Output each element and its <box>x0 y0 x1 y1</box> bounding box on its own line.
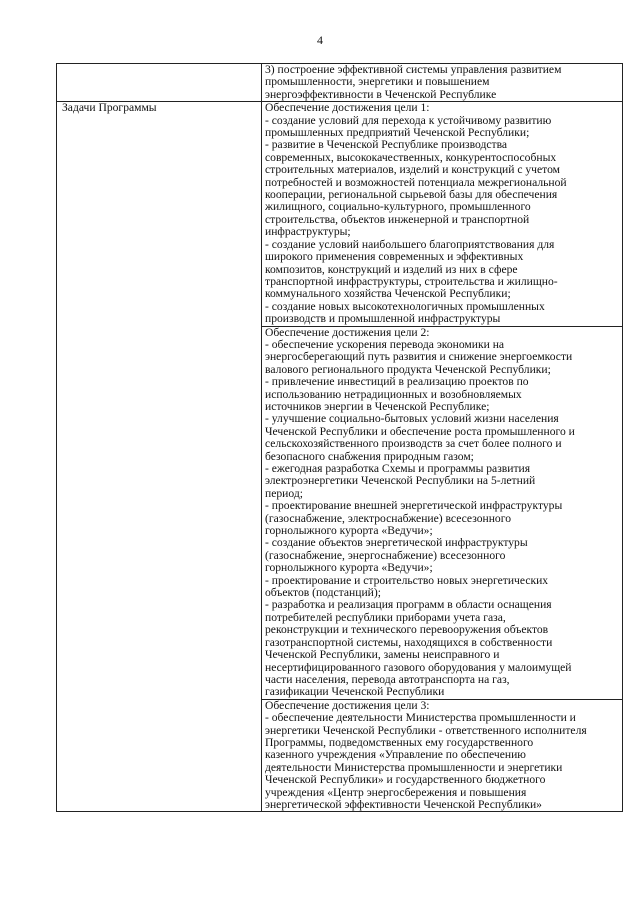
content-cell <box>262 326 623 699</box>
text-line: производств и промышленной инфраструктуры <box>265 312 501 326</box>
text-line: - проектирование и строительство новых энергетических <box>265 573 549 587</box>
text-line: электроэнергетики Чеченской Республики на 5-летний <box>265 474 536 488</box>
text-line: современных, высококачественных, конкурентоспособных <box>265 150 557 164</box>
text-line: - проектирование внешней энергетической инфраструктуры <box>265 499 563 513</box>
text-line: - развитие в Чеченской Республике производства <box>265 138 508 152</box>
table-body <box>57 64 623 812</box>
text-line: казенного учреждения «Управление по обеспечению <box>265 748 526 762</box>
text-line: Программы, подведомственных ему государственного <box>265 735 534 749</box>
text-line: (газоснабжение, электроснабжение) всесезонного <box>265 511 511 525</box>
text-line: период; <box>265 486 303 500</box>
text-line: - привлечение инвестиций в реализацию проектов по <box>265 375 529 389</box>
text-line: - разработка и реализация программ в области оснащения <box>265 598 552 612</box>
text-line: 3) построение эффективной системы управления развитием <box>265 63 562 76</box>
row-label-cell <box>57 102 262 812</box>
text-line: сельскохозяйственного производств за счет более полного и <box>265 437 562 451</box>
text-line: - создание условий наибольшего благоприятствования для <box>265 237 555 251</box>
text-line: транспортной инфраструктуры, строительства и жилищно- <box>265 274 558 288</box>
text-line: энергосберегающий путь развития и снижение энергоемкости <box>265 350 573 364</box>
text-line: промышленных предприятий Чеченской Республики; <box>265 126 530 140</box>
text-line: - создание новых высокотехнологичных промышленных <box>265 299 545 313</box>
text-line: строительных материалов, изделий и конструкций с учетом <box>265 163 560 177</box>
goal-heading: Обеспечение достижения цели 3: <box>265 698 430 712</box>
text-line: - ежегодная разработка Схемы и программы развития <box>265 462 531 475</box>
content-cell <box>262 102 623 326</box>
text-line: инфраструктуры; <box>265 225 351 239</box>
text-line: части населения, перевода автотранспорта на газ, <box>265 672 510 686</box>
text-line: безопасного снабжения природным газом; <box>265 449 474 463</box>
text-line: жилищного, социально-культурного, промышленного <box>265 200 531 214</box>
text-line: Чеченской Республики, замены неисправного и <box>265 648 500 662</box>
goal-heading: Обеспечение достижения цели 2: <box>265 325 430 339</box>
text-line: - создание объектов энергетической инфраструктуры <box>265 536 528 550</box>
program-passport-table <box>56 63 623 812</box>
text-line: Чеченской Республики и обеспечение роста промышленного и <box>265 424 575 438</box>
content-cell <box>262 64 623 102</box>
text-line: кооперации, региональной сырьевой базы для обеспечения <box>265 188 558 202</box>
text-line: потребителей республики приборами учета газа, <box>265 610 506 624</box>
text-line: - создание условий для перехода к устойчивому развитию <box>265 113 552 127</box>
text-line: газификации Чеченской Республики <box>265 685 445 699</box>
text-line: (газоснабжение, энергоснабжение) всесезонного <box>265 548 506 562</box>
row-label: Задачи Программы <box>62 101 157 115</box>
text-line: - обеспечение ускорения перевода экономики на <box>265 337 505 351</box>
text-line: - обеспечение деятельности Министерства промышленности и <box>265 711 576 725</box>
text-line: валового регионального продукта Чеченской Республики; <box>265 362 551 376</box>
row-label-cell <box>57 64 262 102</box>
text-line: деятельности Министерства промышленности и энергетики <box>265 760 563 774</box>
text-line: энергетической эффективности Чеченской Республики» <box>265 797 542 811</box>
text-line: потребностей и возможностей потенциала межрегиональной <box>265 175 567 189</box>
text-line: коммунального хозяйства Чеченской Республики; <box>265 287 511 301</box>
text-line: промышленности, энергетики и повышением <box>265 75 490 89</box>
text-line: - улучшение социально-бытовых условий жизни населения <box>265 412 559 426</box>
text-line: энергетики Чеченской Республики - ответственного исполнителя <box>265 723 587 737</box>
table-row <box>57 102 623 326</box>
table-row <box>57 64 623 102</box>
content-cell <box>262 699 623 812</box>
text-line: учреждения «Центр энергосбережения и повышения <box>265 785 527 799</box>
goal-heading: Обеспечение достижения цели 1: <box>265 101 430 115</box>
page-number: 4 <box>317 33 323 47</box>
text-line: широкого применения современных и эффективных <box>265 250 524 264</box>
text-line: Чеченской Республики» и государственного бюджетного <box>265 773 546 787</box>
text-line: реконструкции и технического перевооружения объектов <box>265 623 549 637</box>
text-line: объектов (подстанций); <box>265 586 381 600</box>
text-line: газотранспортной системы, находящихся в собственности <box>265 635 553 649</box>
text-line: композитов, конструкций и изделий из них в сфере <box>265 262 518 276</box>
text-line: источников энергии в Чеченской Республике; <box>265 399 490 413</box>
text-line: горнолыжного курорта «Ведучи»; <box>265 524 433 538</box>
text-line: горнолыжного курорта «Ведучи»; <box>265 561 433 575</box>
text-line: использованию нетрадиционных и возобновляемых <box>265 387 522 401</box>
text-line: энергоэффективности в Чеченской Республике <box>265 87 497 101</box>
text-line: строительства, объектов инженерной и транспортной <box>265 212 530 226</box>
text-line: несертифицированного газового оборудования у малоимущей <box>265 660 572 674</box>
